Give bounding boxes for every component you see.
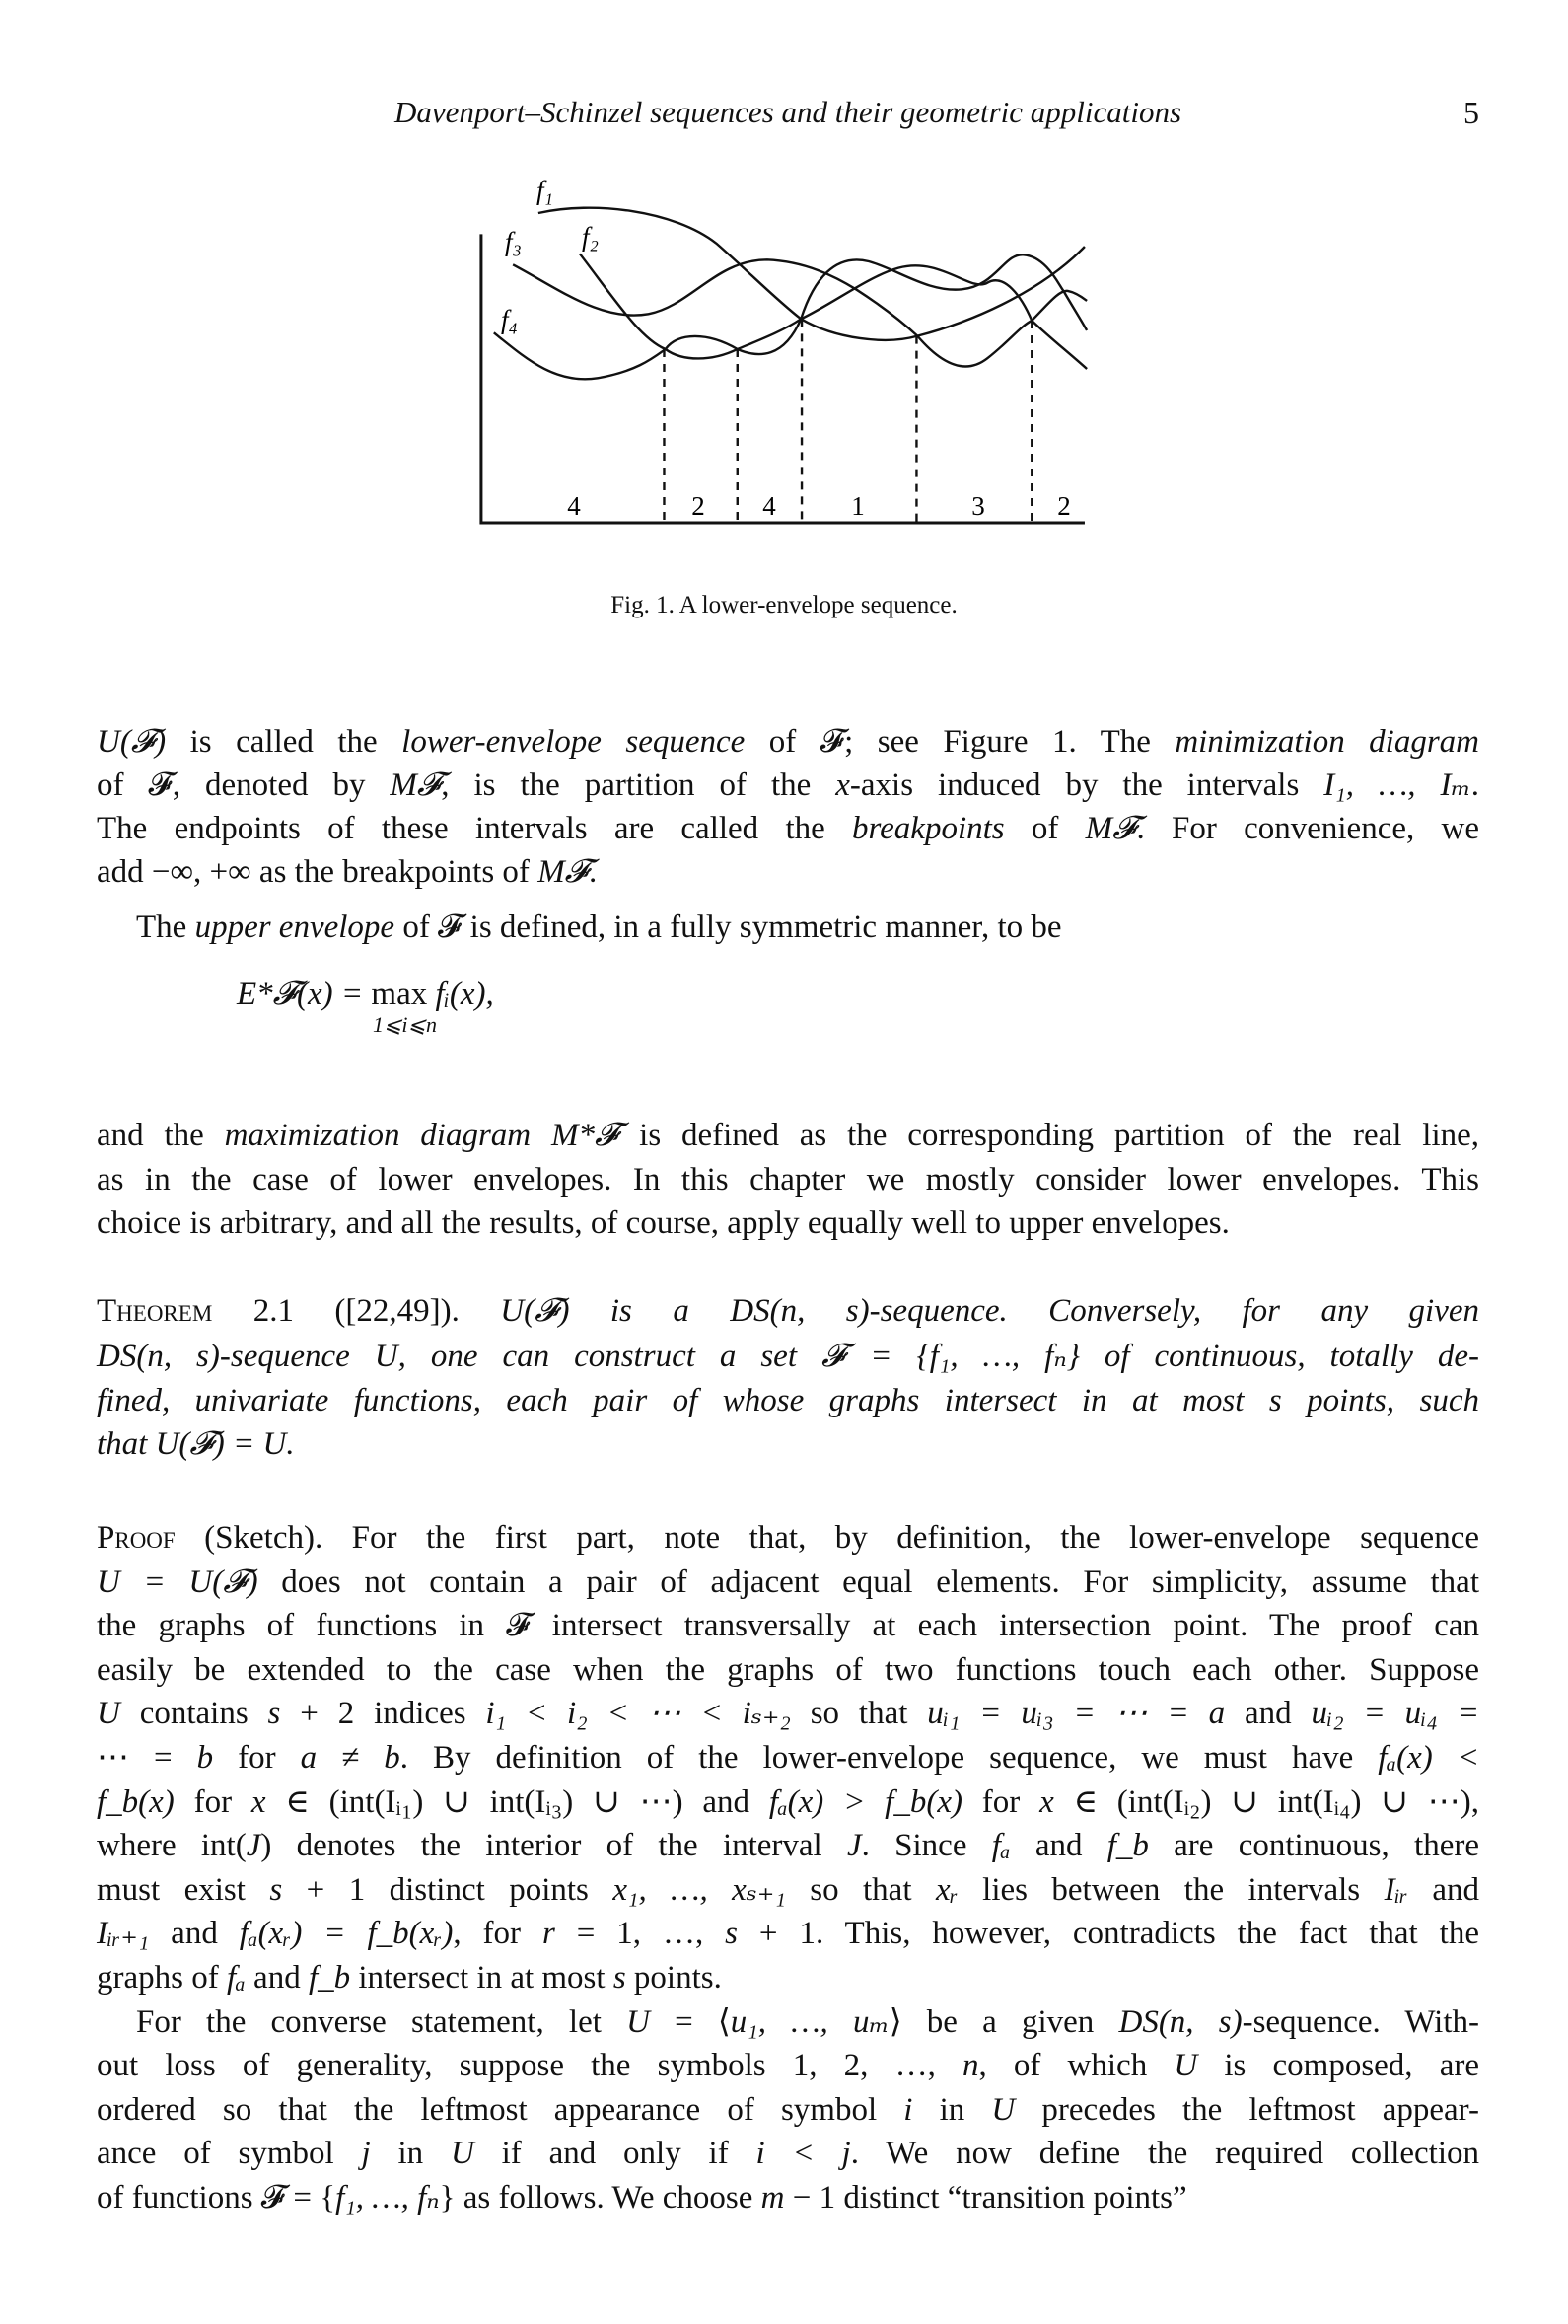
- paragraph-line: [97, 763, 1479, 807]
- text-run: are continuous, there: [1148, 1828, 1479, 1864]
- text-run: breakpoints: [852, 811, 1005, 846]
- proof-line: [97, 1956, 1479, 1999]
- text-run: . We now define the required collection: [850, 2136, 1479, 2172]
- text-run: fₐ: [991, 1828, 1011, 1864]
- text-run: easily be extended to the case when the graphs of two functions touch each other. Suppose: [97, 1651, 1479, 1688]
- text-run: x₁, …, xₛ₊₁: [612, 1871, 786, 1908]
- text-run: s: [267, 1696, 281, 1732]
- text-run: and the: [97, 1118, 225, 1153]
- text-run: for: [174, 1783, 251, 1820]
- text-run: is defined as the corresponding partition of the real line,: [618, 1118, 1480, 1153]
- text-run: and: [245, 1960, 309, 1996]
- paragraph-line: [97, 1201, 1479, 1245]
- text-run: + 1. This, however, contradicts the fact that the: [738, 1916, 1479, 1952]
- proof-line: [97, 1604, 1479, 1647]
- proof-line: [97, 1824, 1479, 1867]
- text-run: is composed, are: [1197, 2048, 1479, 2084]
- text-run: + 1 distinct points: [282, 1871, 613, 1908]
- text-run: . Since: [861, 1828, 992, 1864]
- paragraph-line: [97, 720, 1479, 763]
- envelope-label: 4: [762, 491, 776, 521]
- proof-line: [97, 2044, 1479, 2087]
- text-run: M𝓕: [1085, 811, 1137, 846]
- text-run: fined, univariate functions, each pair of whose graphs intersect in at most s points, such: [97, 1383, 1479, 1418]
- text-run: and: [1010, 1828, 1107, 1864]
- text-run: lies between the intervals: [958, 1871, 1385, 1908]
- text-run: . For convenience, we: [1136, 811, 1479, 846]
- text-run: precedes the leftmost appear-: [1015, 2091, 1479, 2128]
- text-run: ⟩ be a given: [889, 2003, 1119, 2040]
- equation-limits: 1⩽i⩽n: [373, 1012, 437, 1037]
- text-run: does not contain a pair of adjacent equal elements. For simplicity, assume that: [257, 1563, 1479, 1600]
- text-run: ance of symbol: [97, 2136, 362, 2172]
- text-run: = ⟨: [649, 2003, 731, 2040]
- page-number: 5: [1463, 95, 1479, 130]
- text-run: M𝓕: [537, 854, 590, 890]
- label-f1: f₁: [536, 176, 553, 205]
- text-run: must exist: [97, 1871, 270, 1908]
- envelope-label: 1: [851, 491, 865, 521]
- text-run: n: [962, 2048, 979, 2084]
- text-run: s: [612, 1960, 626, 1996]
- text-run: choice is arbitrary, and all the results, of course, apply equally well to upper envelopes.: [97, 1205, 1230, 1241]
- text-run: f₁, …, fₙ: [335, 2180, 440, 2215]
- text-run: i: [903, 2091, 913, 2128]
- text-run: f_b: [1106, 1828, 1149, 1864]
- text-run: in: [370, 2136, 451, 2172]
- figure-caption: Fig. 1. A lower-envelope sequence.: [610, 592, 958, 618]
- text-run: u₁, …, uₘ: [730, 2003, 890, 2040]
- proof-line: [136, 2000, 1479, 2044]
- text-run: uᵢ₂ = uᵢ₄ =: [1311, 1696, 1479, 1732]
- figure-lower-envelope: [454, 148, 1114, 543]
- text-run: Theorem 2.1: [97, 1293, 294, 1329]
- paragraph-line: [97, 850, 1479, 894]
- envelope-label: 2: [1057, 491, 1071, 521]
- proof-line: [97, 1912, 1479, 1955]
- text-run: U: [991, 2091, 1016, 2128]
- text-run: r: [541, 1916, 555, 1952]
- text-run: x: [1039, 1783, 1054, 1820]
- text-run: (Sketch). For the first part, note that, by definition, the lower-envelope sequence: [175, 1520, 1479, 1556]
- text-run: The endpoints of these intervals are called the: [97, 811, 853, 846]
- text-run: s: [725, 1916, 738, 1952]
- text-run: add −∞, +∞ as the breakpoints of: [97, 854, 538, 890]
- text-run: b: [196, 1740, 214, 1776]
- text-run: J: [246, 1828, 261, 1864]
- text-run: } as follows. We choose: [439, 2180, 761, 2215]
- text-run: M𝓕: [390, 767, 442, 803]
- envelope-label: 2: [691, 491, 705, 521]
- text-run: upper envelope: [194, 909, 395, 945]
- text-run: U: [97, 1696, 120, 1732]
- label-f3: f₃: [505, 227, 522, 256]
- text-run: = 1, …,: [554, 1916, 726, 1952]
- text-run: U(𝓕) is a DS(n, s)-sequence. Conversely, for any given: [500, 1293, 1479, 1329]
- proof-line: [97, 1648, 1479, 1692]
- label-f2: f₂: [582, 222, 599, 252]
- text-run: ([22,49]).: [293, 1293, 501, 1329]
- text-run: if and only if: [473, 2136, 756, 2172]
- proof-line: [97, 1868, 1479, 1912]
- text-run: out loss of generality, suppose the symbols 1, 2, …,: [97, 2048, 962, 2084]
- text-run: I₁, …, Iₘ: [1323, 767, 1471, 803]
- text-run: DS(n, s): [1118, 2003, 1243, 2040]
- text-run: and: [1225, 1696, 1312, 1732]
- text-run: f_b(x): [97, 1783, 175, 1820]
- proof-line: [97, 1736, 1479, 1779]
- text-run: that U(𝓕) = U.: [97, 1426, 295, 1462]
- curve-f3: [513, 259, 1087, 366]
- text-run: minimization diagram: [1175, 724, 1480, 760]
- text-run: intersect in at most: [350, 1960, 613, 1996]
- text-run: f_b: [308, 1960, 351, 1996]
- running-header: [97, 91, 1479, 134]
- text-run: of functions 𝓕 = {: [97, 2180, 336, 2215]
- text-run: , of which: [978, 2048, 1175, 2084]
- text-run: maximization diagram M*𝓕: [224, 1118, 619, 1153]
- text-run: fₐ(x) <: [1378, 1740, 1479, 1776]
- text-run: . By definition of the lower-envelope sequence, we must have: [399, 1740, 1379, 1776]
- text-run: of: [1004, 811, 1086, 846]
- text-run: + 2 indices: [280, 1696, 486, 1732]
- text-run: x: [250, 1783, 266, 1820]
- text-run: of 𝓕; see Figure 1. The: [745, 724, 1176, 760]
- text-run: so that: [790, 1696, 928, 1732]
- curve-f4: [494, 254, 1087, 379]
- text-run: j: [361, 2136, 371, 2172]
- text-run: The: [136, 909, 195, 945]
- text-run: U: [1174, 2048, 1198, 2084]
- label-f4: f₄: [501, 305, 518, 334]
- text-run: i₁ < i₂ < ⋯ < iₛ₊₂: [485, 1696, 791, 1732]
- envelope-label: 4: [567, 491, 581, 521]
- text-run: a ≠ b: [300, 1740, 400, 1776]
- text-run: J: [847, 1828, 862, 1864]
- text-run: s: [269, 1871, 283, 1908]
- proof-line: [97, 1780, 1479, 1824]
- text-run: U: [626, 2003, 650, 2040]
- equation-body: fᵢ(x),: [427, 977, 494, 1012]
- text-run: ∈ (int(Iᵢ₁) ∪ int(Iᵢ₃) ∪ ⋯) and: [265, 1783, 769, 1820]
- text-run: For the converse statement, let: [136, 2003, 627, 2040]
- text-run: Iᵢᵣ₊₁: [97, 1916, 150, 1952]
- text-run: uᵢ₁ = uᵢ₃ = ⋯ = a: [927, 1696, 1226, 1732]
- text-run: fₐ(xᵣ) = f_b(xᵣ): [239, 1916, 454, 1952]
- proof-line: [97, 1561, 1479, 1604]
- text-run: .: [589, 854, 598, 890]
- text-run: graphs of: [97, 1960, 227, 1996]
- text-run: − 1 distinct “transition points”: [784, 2180, 1187, 2215]
- curve-f1: [538, 208, 1085, 340]
- text-run: ) denotes the interior of the interval: [260, 1828, 847, 1864]
- proof-line: [97, 2132, 1479, 2175]
- text-run: i < j: [755, 2136, 851, 2172]
- paragraph-line: [136, 906, 1479, 949]
- text-run: , for: [453, 1916, 542, 1952]
- theorem-line: [97, 1422, 1479, 1466]
- running-title: Davenport–Schinzel sequences and their geometric applications: [393, 95, 1182, 129]
- text-run: m: [760, 2180, 785, 2215]
- text-run: ∈ (int(Iᵢ₂) ∪ int(Iᵢ₄) ∪ ⋯),: [1053, 1783, 1479, 1820]
- text-run: and: [1407, 1871, 1480, 1908]
- text-run: x: [835, 767, 850, 803]
- theorem-line: [97, 1379, 1479, 1422]
- text-run: ⋯ =: [97, 1740, 197, 1776]
- equation-max: max: [371, 977, 428, 1012]
- equation-upper-envelope: [237, 977, 494, 1036]
- text-run: fₐ: [226, 1960, 246, 1996]
- text-run: , is the partition of the: [441, 767, 836, 803]
- paragraph-line: [97, 1114, 1479, 1157]
- text-run: so that: [785, 1871, 936, 1908]
- text-run: the graphs of functions in 𝓕 intersect transversally at each intersection point. The proof can: [97, 1608, 1479, 1644]
- text-run: -axis induced by the intervals: [849, 767, 1324, 803]
- text-run: U: [450, 2136, 474, 2172]
- text-run: Iᵢᵣ: [1384, 1871, 1408, 1908]
- theorem-line: [97, 1335, 1479, 1378]
- text-run: points.: [625, 1960, 722, 1996]
- text-run: is called the: [166, 724, 402, 760]
- text-run: fₐ(x) > f_b(x): [768, 1783, 962, 1820]
- paragraph-line: [97, 807, 1479, 850]
- text-run: and: [149, 1916, 240, 1952]
- text-run: U(𝓕): [97, 724, 167, 760]
- text-run: of 𝓕 is defined, in a fully symmetric manner, to be: [394, 909, 1062, 945]
- text-run: -sequence. With-: [1242, 2003, 1479, 2040]
- text-run: ordered so that the leftmost appearance of symbol: [97, 2091, 904, 2128]
- text-run: .: [1470, 767, 1479, 803]
- envelope-label: 3: [971, 491, 985, 521]
- theorem-line: [97, 1289, 1479, 1333]
- text-run: in: [912, 2091, 992, 2128]
- equation-lhs: E*𝓕(x) =: [237, 977, 372, 1012]
- text-run: Proof: [97, 1520, 176, 1556]
- text-run: of 𝓕, denoted by: [97, 767, 391, 803]
- text-run: contains: [119, 1696, 268, 1732]
- proof-line: [97, 2088, 1479, 2132]
- text-run: for: [213, 1740, 301, 1776]
- proof-line: [97, 1692, 1479, 1735]
- text-run: lower-envelope sequence: [401, 724, 746, 760]
- text-run: xᵣ: [935, 1871, 959, 1908]
- text-run: for: [962, 1783, 1040, 1820]
- text-run: as in the case of lower envelopes. In this chapter we mostly consider lower envelopes. This: [97, 1162, 1479, 1198]
- paragraph-line: [97, 1158, 1479, 1201]
- text-run: where int(: [97, 1828, 247, 1864]
- text-run: U = U(𝓕): [97, 1563, 258, 1600]
- proof-line: [97, 2176, 1479, 2219]
- proof-line: [97, 1516, 1479, 1560]
- text-run: DS(n, s)-sequence U, one can construct a set 𝓕 = {f₁, …, fₙ} of continuous, totally de-: [97, 1339, 1479, 1374]
